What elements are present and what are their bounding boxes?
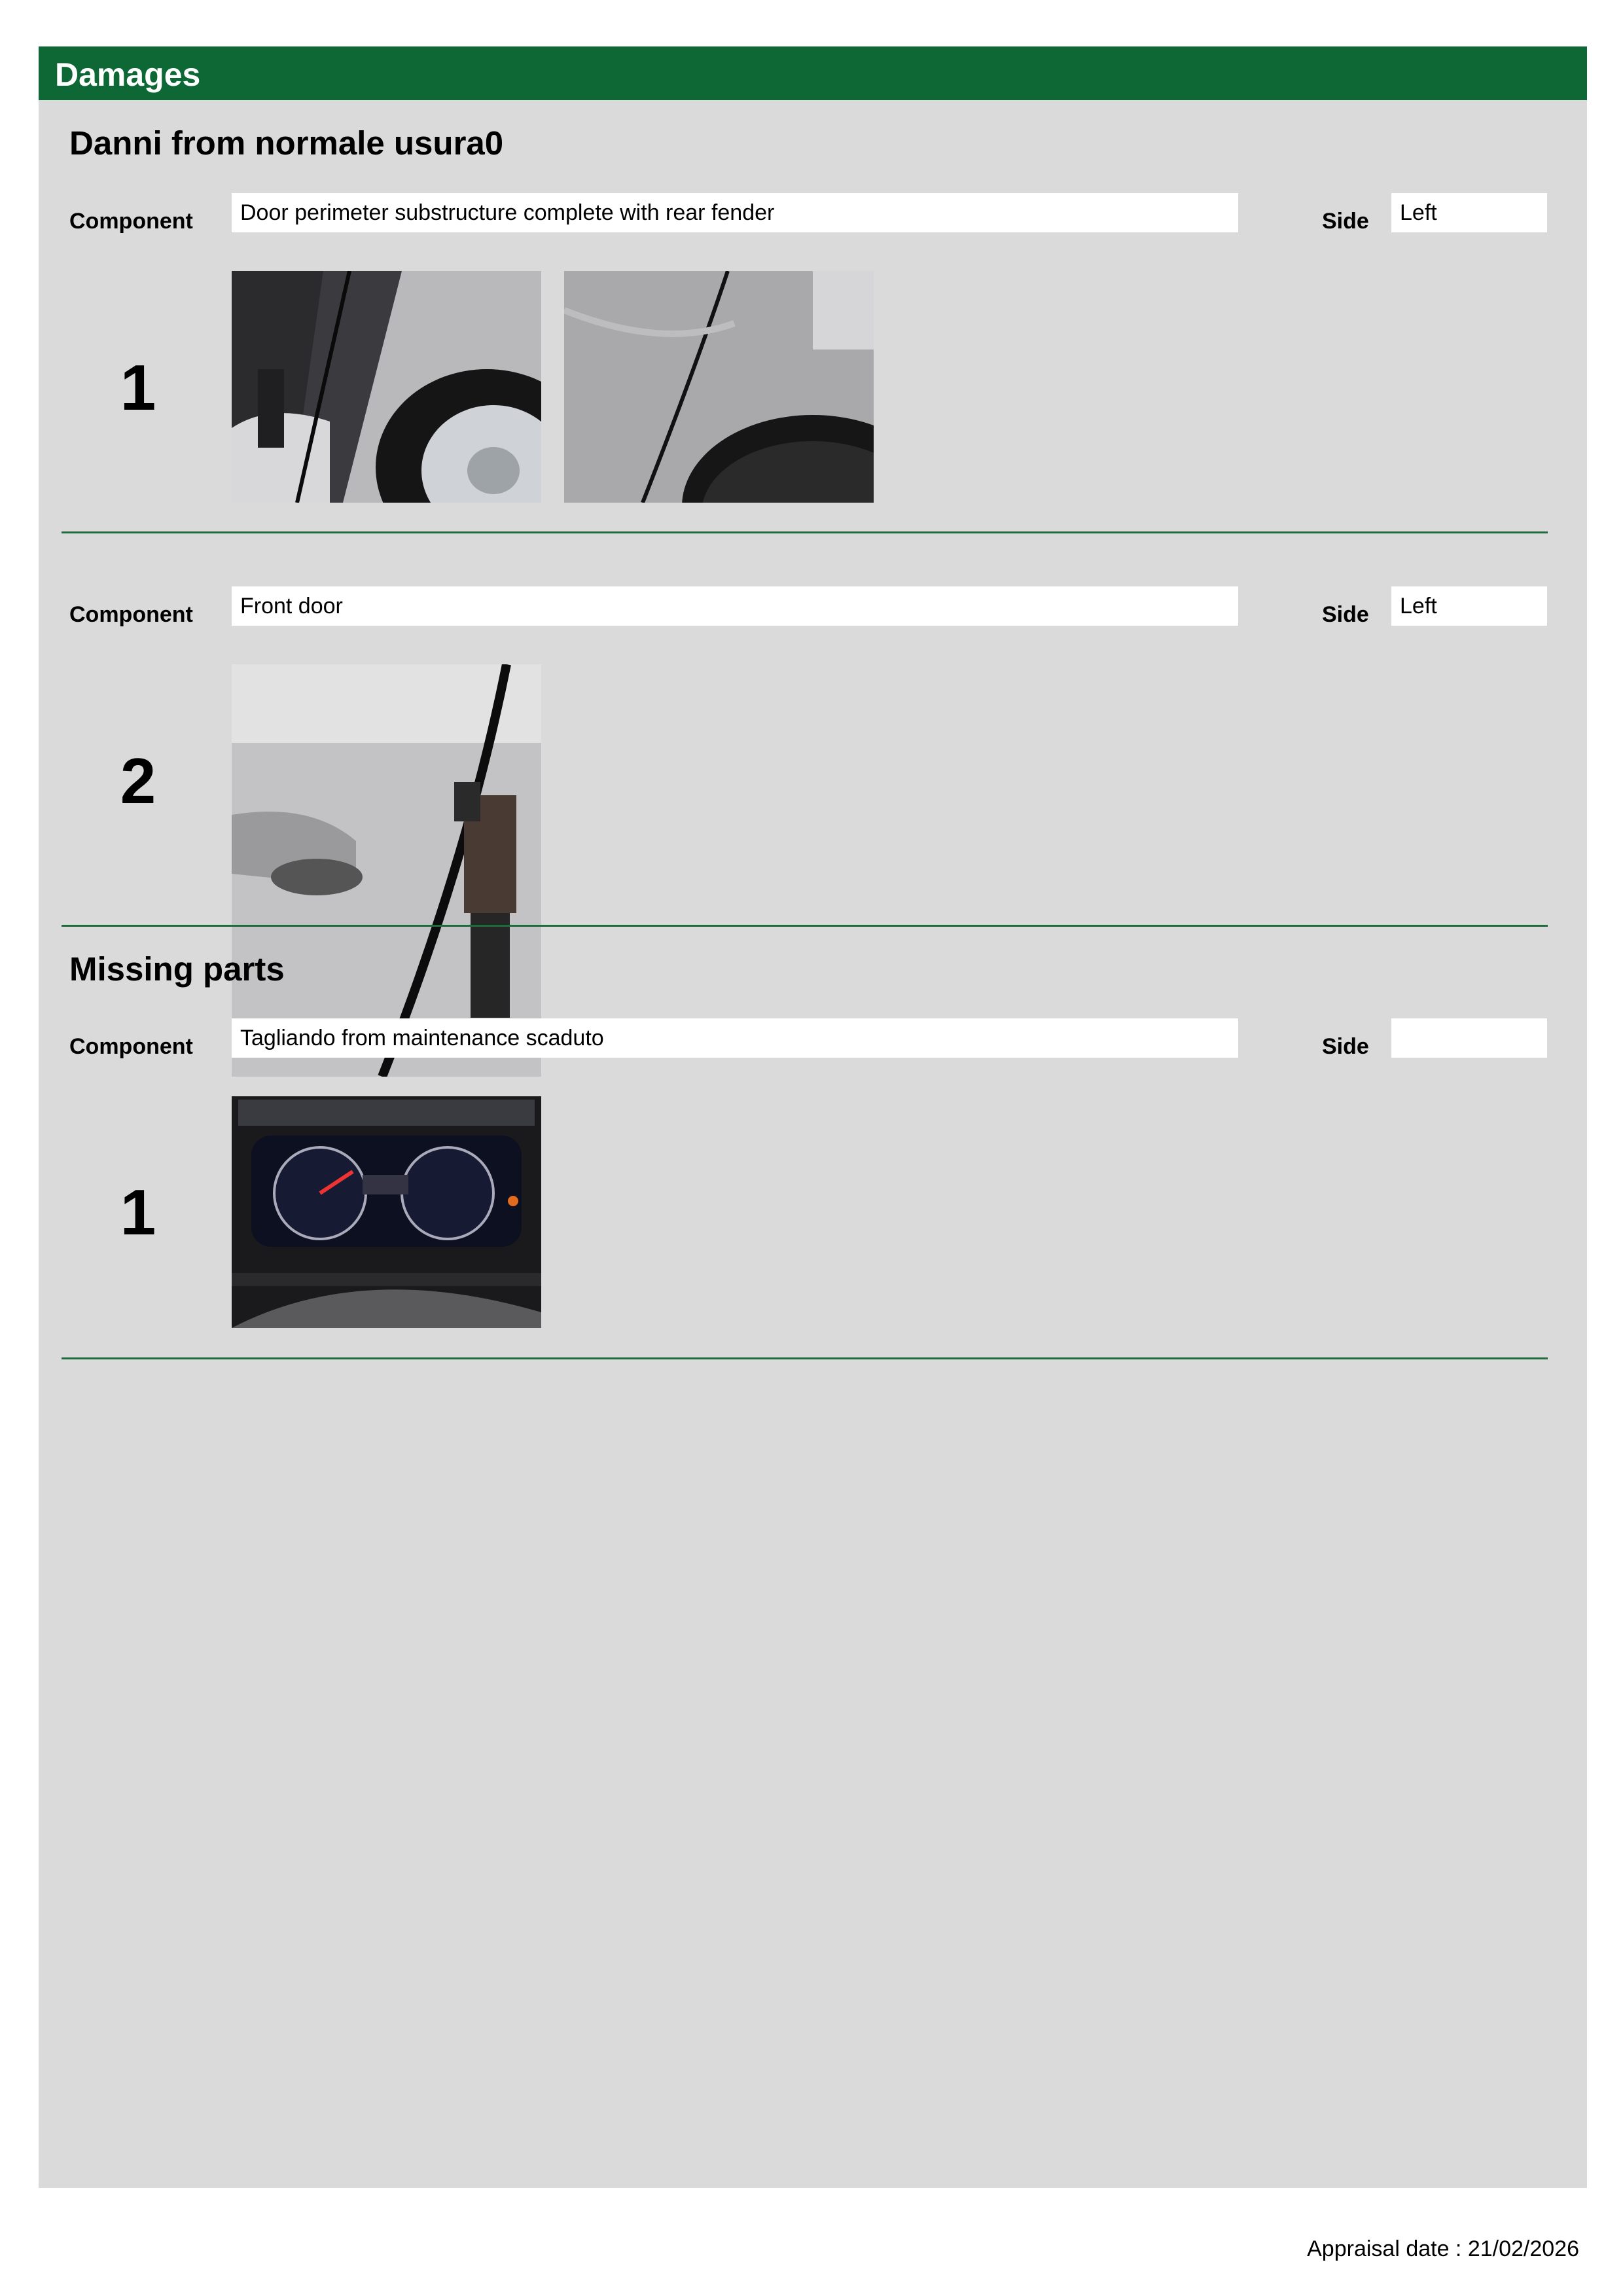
side-field: Left bbox=[1391, 193, 1547, 232]
damage-number: 1 bbox=[120, 351, 156, 423]
missing-number: 1 bbox=[120, 1176, 156, 1248]
section-header-title: Damages bbox=[55, 56, 201, 93]
section-header-bar bbox=[39, 46, 1587, 100]
component-label: Component bbox=[69, 602, 193, 627]
missing-title: Missing parts bbox=[69, 950, 285, 988]
side-label: Side bbox=[1322, 209, 1369, 234]
divider bbox=[62, 531, 1548, 533]
component-label: Component bbox=[69, 209, 193, 234]
damage-photo-rear-wheel[interactable] bbox=[232, 271, 541, 503]
divider bbox=[62, 925, 1548, 927]
component-field: Door perimeter substructure complete with rear fender bbox=[232, 193, 1238, 232]
component-field: Front door bbox=[232, 586, 1238, 626]
missing-photo-dashboard[interactable] bbox=[232, 1096, 541, 1328]
divider bbox=[62, 1357, 1548, 1359]
damage-photo-front-door[interactable] bbox=[232, 664, 541, 1077]
side-field: Left bbox=[1391, 586, 1547, 626]
damage-number: 2 bbox=[120, 745, 156, 817]
side-field bbox=[1391, 1018, 1547, 1058]
component-label: Component bbox=[69, 1034, 193, 1059]
side-label: Side bbox=[1322, 1034, 1369, 1059]
component-field: Tagliando from maintenance scaduto bbox=[232, 1018, 1238, 1058]
damages-title: Danni from normale usura0 bbox=[69, 124, 504, 162]
damage-photo-rear-fender[interactable] bbox=[564, 271, 874, 503]
side-label: Side bbox=[1322, 602, 1369, 627]
appraisal-date: Appraisal date : 21/02/2026 bbox=[1307, 2236, 1579, 2261]
